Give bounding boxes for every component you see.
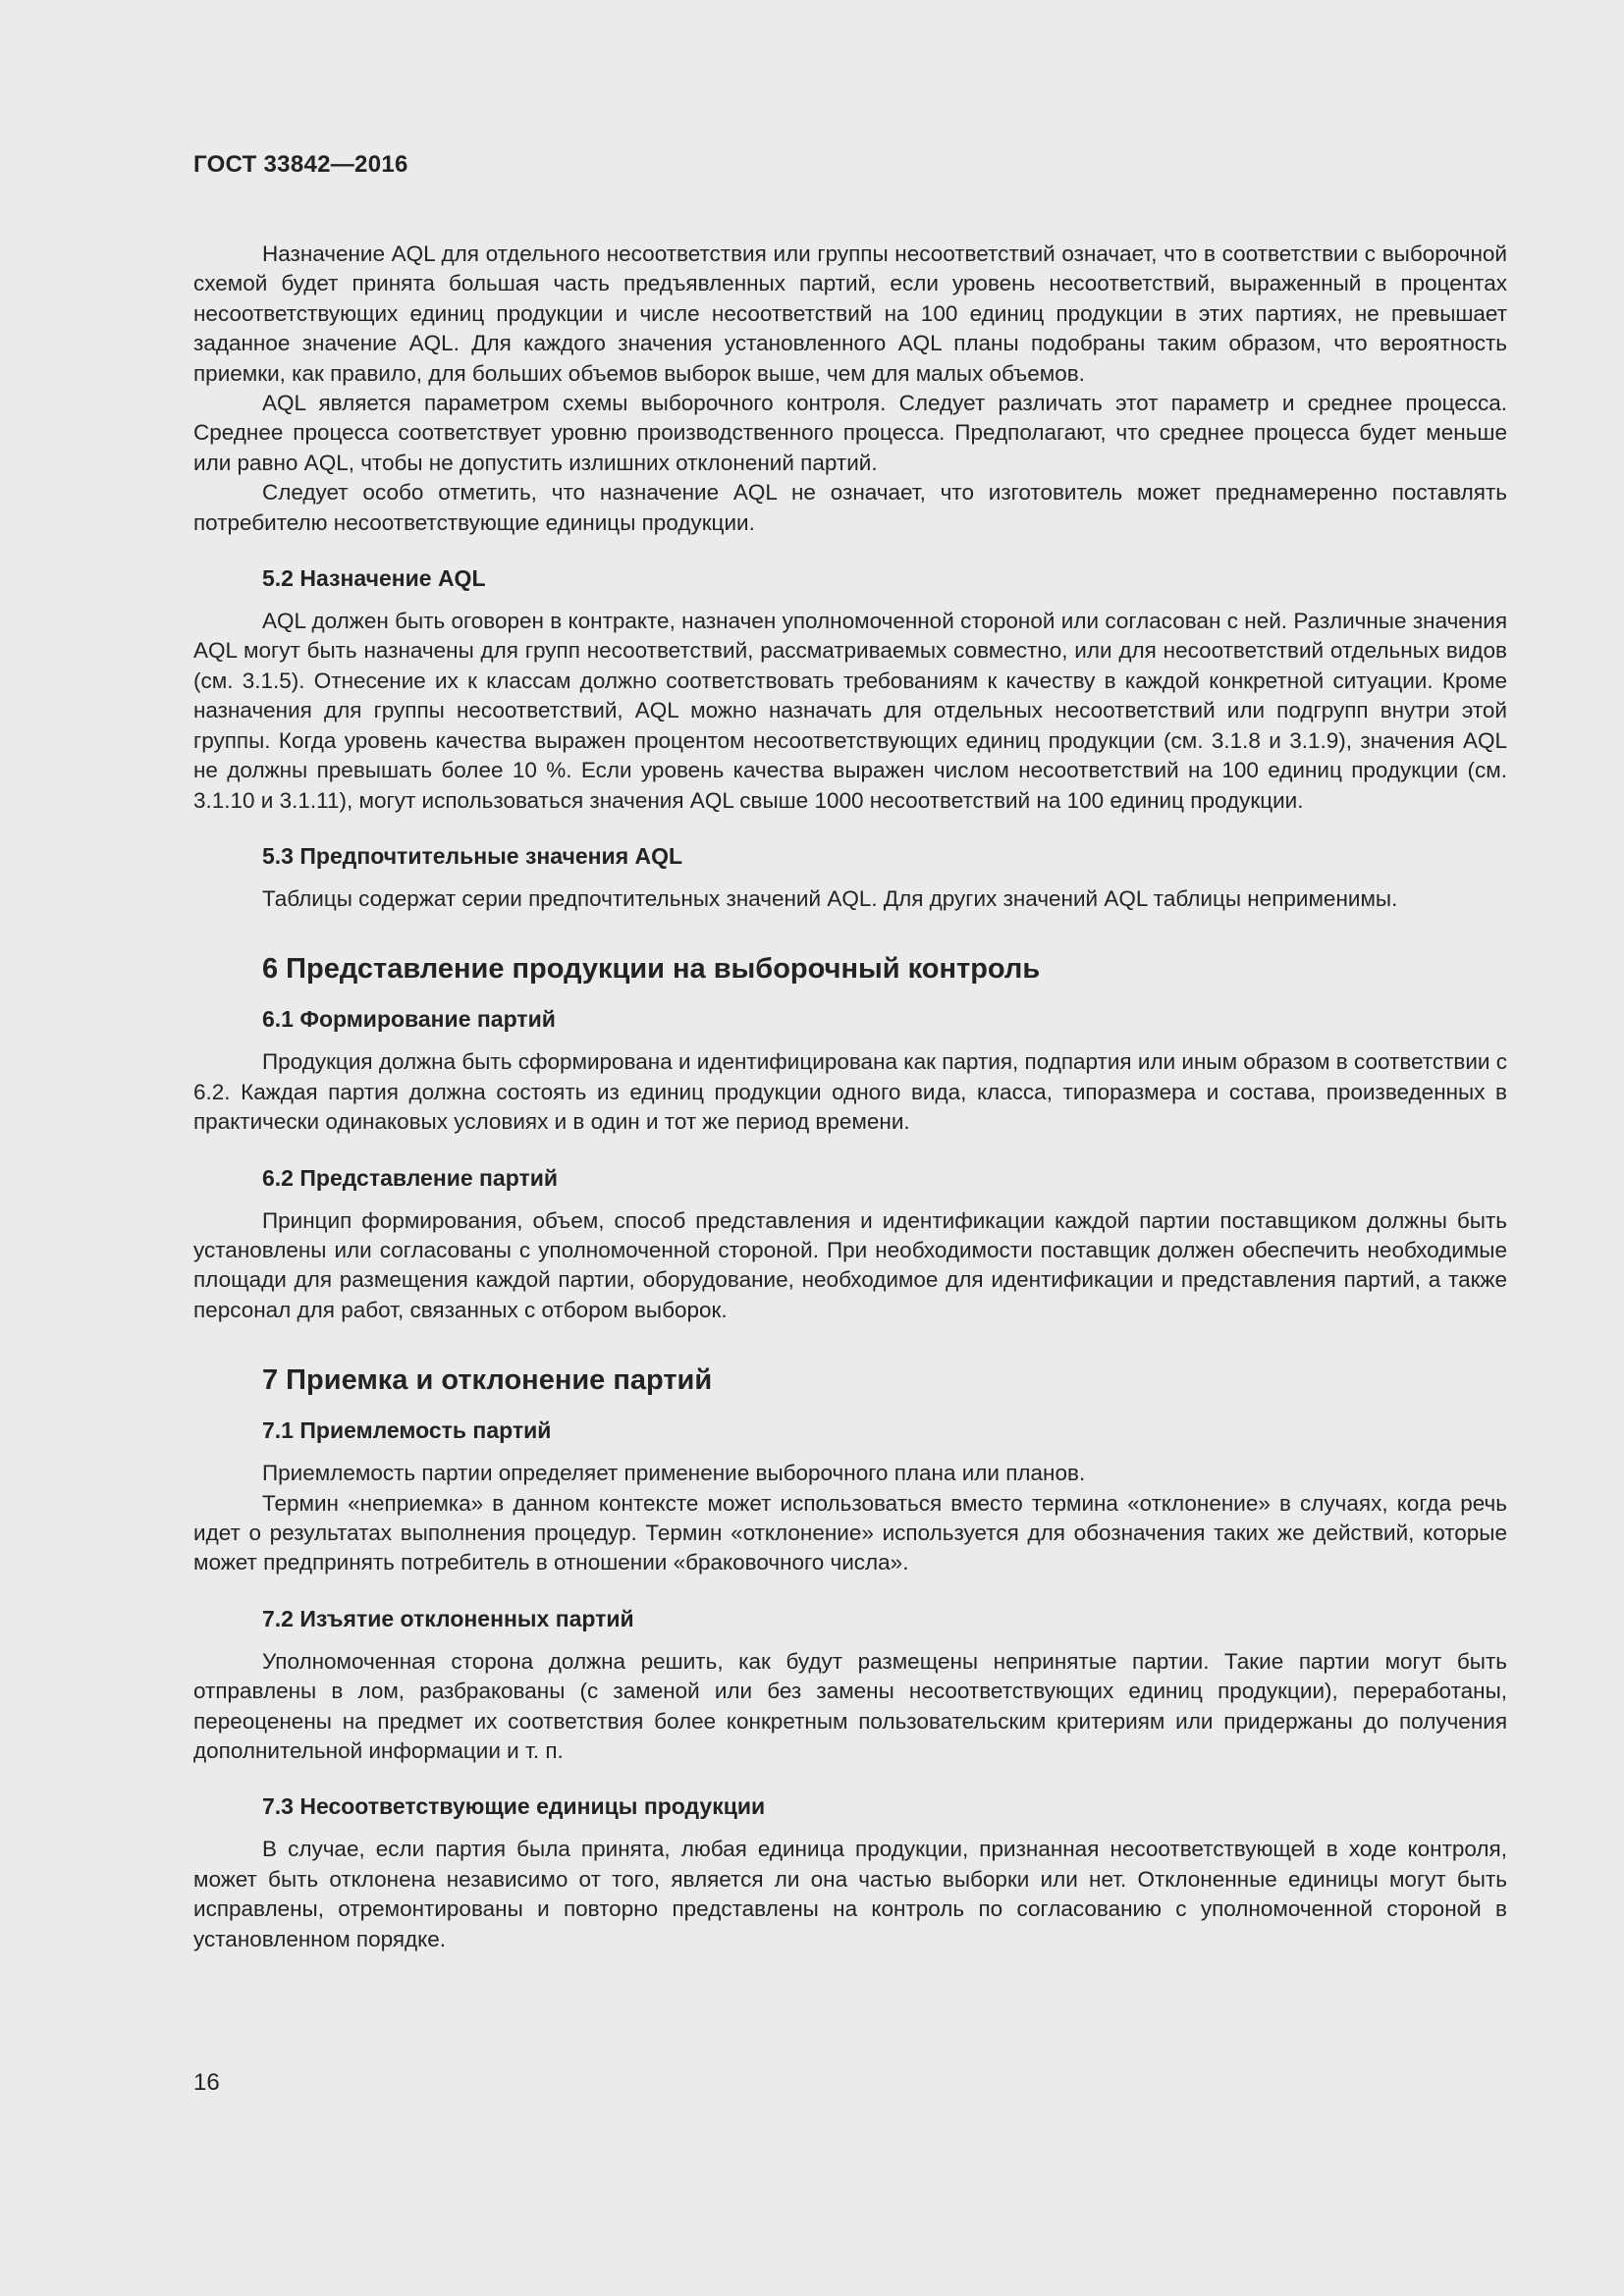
section-7 (193, 1362, 1507, 1398)
section-heading: 6.1 Формирование партий (262, 1006, 556, 1033)
document-header: ГОСТ 33842—2016 (193, 151, 408, 178)
section-heading: 5.2 Назначение AQL (262, 565, 486, 592)
paragraph: Приемлемость партии определяет применение выборочного плана или планов. (262, 1461, 1086, 1486)
paragraph: Термин «неприемка» в данном контексте может использоваться вместо термина «отклонение» в случаях, когда речь идет о результатах выполнения процедур. Термин «отклонение» используется для обозначения таких же действий, которые может предпринять потребитель в отношении «браковочного числа». (193, 1490, 1507, 1575)
chapter-heading: 6 Представление продукции на выборочный контроль (262, 953, 1041, 986)
section-6 (193, 951, 1507, 987)
paragraph: В случае, если партия была принята, любая единица продукции, признанная несоответствующей в ходе контроля, может быть отклонена независимо от того, является ли она частью выборки или нет. Отклоненные единицы могут быть исправлены, отремонтированы и повторно представлены на контроль по согласованию с уполномоченной стороной в установленном порядке. (193, 1837, 1507, 1951)
paragraph: Принцип формирования, объем, способ представления и идентификации каждой партии поставщиком должны быть установлены или согласованы с уполномоченной стороной. При необходимости поставщик должен обеспечить необходимые площади для размещения каждой партии, оборудование, необходимое для идентификации и представления партий, а также персонал для работ, связанных с отбором выборок. (193, 1207, 1507, 1322)
page-number: 16 (193, 2069, 220, 2096)
paragraph: AQL является параметром схемы выборочного контроля. Следует различать этот параметр и среднее процесса. Среднее процесса соответствует уровню производственного процесса. Предполагают, что среднее процесса будет меньше или равно AQL, чтобы не допустить излишних отклонений партий. (193, 391, 1507, 475)
section-heading: 6.2 Представление партий (262, 1164, 558, 1191)
section-heading: 7.3 Несоответствующие единицы продукции (262, 1793, 766, 1820)
section-7-2 (193, 1604, 1507, 1767)
section-5-2 (193, 563, 1507, 816)
section-6-1 (193, 1004, 1507, 1137)
paragraph: Уполномоченная сторона должна решить, как будут размещены непринятые партии. Такие партии могут быть отправлены в лом, разбракованы (с заменой или без замены несоответствующих единиц продукции), переработаны, переоценены на предмет их соответствия более конкретным пользовательским критериям или придержаны до получения дополнительной информации и т. п. (193, 1648, 1507, 1763)
section-heading: 7.2 Изъятие отклоненных партий (262, 1605, 634, 1631)
section-5-3 (193, 841, 1507, 914)
paragraph: Назначение AQL для отдельного несоответствия или группы несоответствий означает, что в соответствии с выборочной схемой будет принята большая часть предъявленных партий, если уровень несоответствий, выраженный в процентах несоответствующих единиц продукции и числе несоответствий на 100 единиц продукции в этих партиях, не превышает заданное значение AQL. Для каждого значения установленного AQL планы подобраны таким образом, что вероятность приемки, как правило, для больших объемов выборок выше, чем для малых объемов. (193, 241, 1507, 386)
chapter-heading: 7 Приемка и отклонение партий (262, 1364, 713, 1397)
section-7-3 (193, 1791, 1507, 1954)
intro-section (193, 240, 1507, 538)
section-6-2 (193, 1163, 1507, 1326)
section-heading: 5.3 Предпочтительные значения AQL (262, 842, 683, 869)
paragraph: Таблицы содержат серии предпочтительных значений AQL. Для других значений AQL таблицы неприменимы. (262, 885, 1398, 911)
paragraph: AQL должен быть оговорен в контракте, назначен уполномоченной стороной или согласован с ней. Различные значения AQL могут быть назначены для групп несоответствий, рассматриваемых совместно, или для несоответствий отдельных видов (см. 3.1.5). Отнесение их к классам должно соответствовать требованиям к качеству в каждой конкретной ситуации. Кроме назначения для группы несоответствий, AQL можно назначать для отдельных несоответствий или подгрупп внутри этой группы. Когда уровень качества выражен процентом несоответствующих единиц продукции (см. 3.1.8 и 3.1.9), значения AQL не должны превышать более 10 %. Если уровень качества выражен числом несоответствий на 100 единиц продукции (см. 3.1.10 и 3.1.11), могут использоваться значения AQL свыше 1000 несоответствий на 100 единиц продукции. (193, 609, 1507, 813)
section-heading: 7.1 Приемлемость партий (262, 1417, 552, 1444)
paragraph: Продукция должна быть сформирована и идентифицирована как партия, подпартия или иным образом в соответствии с 6.2. Каждая партия должна состоять из единиц продукции одного вида, класса, типоразмера и состава, произведенных в практически одинаковых условиях и в один и тот же период времени. (193, 1049, 1507, 1135)
section-7-1 (193, 1415, 1507, 1578)
document-page (193, 145, 1507, 1954)
paragraph: Следует особо отметить, что назначение AQL не означает, что изготовитель может преднамеренно поставлять потребителю несоответствующие единицы продукции. (193, 480, 1507, 535)
